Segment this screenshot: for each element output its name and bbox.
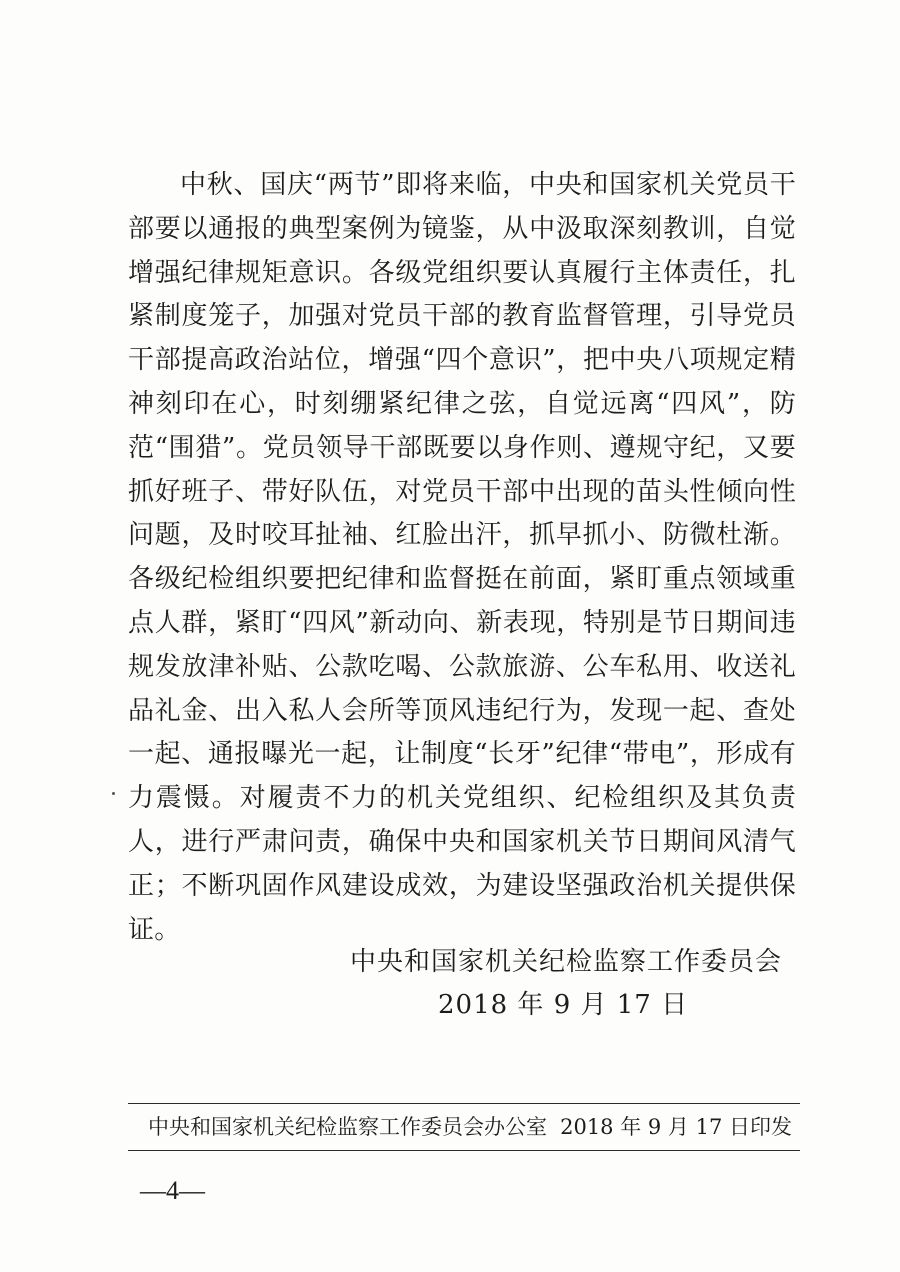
signature-organization: 中央和国家机关纪检监察工作委员会 bbox=[350, 947, 783, 977]
page-number: —4— bbox=[140, 1176, 205, 1205]
footer-issue-date: 2018 年 9 月 17 日印发 bbox=[560, 1115, 792, 1139]
body-paragraph: 中秋、国庆“两节”即将来临，中央和国家机关党员干部要以通报的典型案例为镜鉴，从中汲取深刻教训，自觉增强纪律规矩意识。各级党组织要认真履行主体责任，扎紧制度笼子，加强对党员干部的教育监督管理，引导党员干部提高政治站位，增强“四个意识”，把中央八项规定精神刻印在心，时刻绷紧纪律之弦，自觉远离“四风”，防范“围猎”。党员领导干部既要以身作则、遵规守纪，又要抓好班子、带好队伍，对党员干部中出现的苗头性倾向性问题，及时咬耳扯袖、红脸出汗，抓早抓小、防微杜渐。各级纪检组织要把纪律和监督挺在前面，紧盯重点领域重点人群，紧盯“四风”新动向、新表现，特别是节日期间违规发放津补贴、公款吃喝、公款旅游、公车私用、收送礼品礼金、出入私人会所等顶风违纪行为，发现一起、查处一起、通报曝光一起，让制度“长牙”纪律“带电”，形成有力震慑。对履责不力的机关党组织、纪检组织及其负责人，进行严肃问责，确保中央和国家机关节日期间风清气正；不断巩固作风建设成效，为建设坚强政治机关提供保证。 bbox=[128, 170, 796, 945]
scan-speck bbox=[112, 792, 115, 795]
footer-rule-bottom bbox=[128, 1150, 800, 1151]
footer-rule-top bbox=[128, 1103, 800, 1104]
signature-date: 2018 年 9 月 17 日 bbox=[438, 990, 689, 1020]
footer-issuer: 中央和国家机关纪检监察工作委员会办公室 bbox=[148, 1115, 547, 1139]
